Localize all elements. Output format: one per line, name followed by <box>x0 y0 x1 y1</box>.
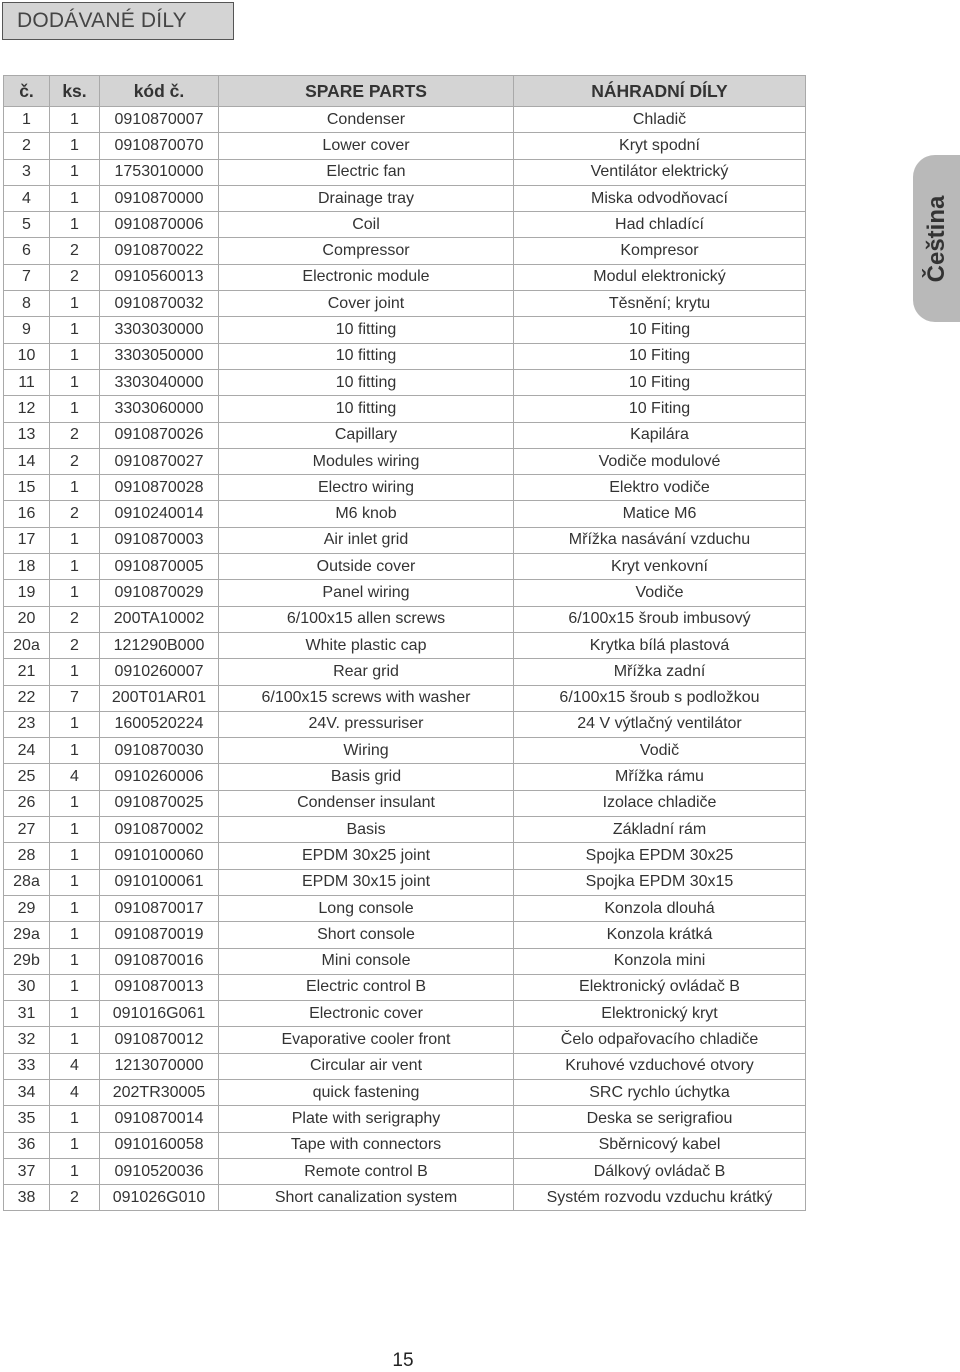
cell-number: 9 <box>4 317 50 343</box>
cell-code: 121290B000 <box>100 632 219 658</box>
cell-spare-part: Lower cover <box>219 133 514 159</box>
cell-spare-part: Long console <box>219 895 514 921</box>
cell-spare-part: Electric fan <box>219 159 514 185</box>
cell-nahradni-dil: Elektronický ovládač B <box>514 974 806 1000</box>
cell-code: 0910560013 <box>100 264 219 290</box>
cell-nahradni-dil: Vodiče <box>514 580 806 606</box>
cell-code: 0910100061 <box>100 869 219 895</box>
cell-quantity: 1 <box>50 396 100 422</box>
cell-nahradni-dil: 10 Fiting <box>514 343 806 369</box>
table-row <box>4 738 806 764</box>
cell-nahradni-dil: Elektro vodiče <box>514 475 806 501</box>
table-row <box>4 659 806 685</box>
cell-number: 23 <box>4 711 50 737</box>
cell-quantity: 1 <box>50 790 100 816</box>
cell-spare-part: Outside cover <box>219 554 514 580</box>
table-row <box>4 1158 806 1184</box>
cell-nahradni-dil: Konzola dlouhá <box>514 895 806 921</box>
cell-quantity: 1 <box>50 1001 100 1027</box>
cell-number: 1 <box>4 107 50 133</box>
cell-number: 18 <box>4 554 50 580</box>
cell-code: 3303040000 <box>100 369 219 395</box>
cell-code: 0910870029 <box>100 580 219 606</box>
cell-nahradni-dil: Had chladící <box>514 212 806 238</box>
cell-spare-part: M6 knob <box>219 501 514 527</box>
cell-quantity: 1 <box>50 895 100 921</box>
cell-nahradni-dil: Mřížka rámu <box>514 764 806 790</box>
table-row <box>4 343 806 369</box>
cell-nahradni-dil: Těsnění; krytu <box>514 291 806 317</box>
cell-spare-part: Tape with connectors <box>219 1132 514 1158</box>
cell-number: 26 <box>4 790 50 816</box>
table-row <box>4 685 806 711</box>
table-row <box>4 1001 806 1027</box>
table-row <box>4 817 806 843</box>
cell-number: 5 <box>4 212 50 238</box>
cell-quantity: 1 <box>50 291 100 317</box>
cell-number: 6 <box>4 238 50 264</box>
cell-spare-part: Panel wiring <box>219 580 514 606</box>
cell-code: 0910870028 <box>100 475 219 501</box>
cell-quantity: 2 <box>50 448 100 474</box>
cell-number: 34 <box>4 1079 50 1105</box>
cell-number: 28a <box>4 869 50 895</box>
cell-code: 0910240014 <box>100 501 219 527</box>
cell-spare-part: Evaporative cooler front <box>219 1027 514 1053</box>
cell-number: 12 <box>4 396 50 422</box>
cell-nahradni-dil: SRC rychlo úchytka <box>514 1079 806 1105</box>
cell-code: 0910870022 <box>100 238 219 264</box>
table-row <box>4 1053 806 1079</box>
cell-quantity: 1 <box>50 869 100 895</box>
cell-code: 3303060000 <box>100 396 219 422</box>
cell-quantity: 1 <box>50 475 100 501</box>
cell-quantity: 2 <box>50 606 100 632</box>
cell-nahradni-dil: Kapilára <box>514 422 806 448</box>
cell-nahradni-dil: 24 V výtlačný ventilátor <box>514 711 806 737</box>
cell-nahradni-dil: Modul elektronický <box>514 264 806 290</box>
cell-number: 29 <box>4 895 50 921</box>
table-row <box>4 1079 806 1105</box>
table-row <box>4 922 806 948</box>
cell-number: 17 <box>4 527 50 553</box>
cell-number: 10 <box>4 343 50 369</box>
cell-code: 0910870030 <box>100 738 219 764</box>
cell-spare-part: 10 fitting <box>219 396 514 422</box>
cell-number: 2 <box>4 133 50 159</box>
cell-spare-part: Electric control B <box>219 974 514 1000</box>
cell-code: 0910870026 <box>100 422 219 448</box>
cell-nahradni-dil: 10 Fiting <box>514 396 806 422</box>
cell-number: 16 <box>4 501 50 527</box>
header-code: kód č. <box>100 76 219 107</box>
table-row <box>4 790 806 816</box>
section-title: DODÁVANÉ DÍLY <box>2 2 234 40</box>
table-row <box>4 1106 806 1132</box>
cell-nahradni-dil: Spojka EPDM 30x25 <box>514 843 806 869</box>
cell-spare-part: 10 fitting <box>219 369 514 395</box>
cell-quantity: 2 <box>50 632 100 658</box>
table-row <box>4 159 806 185</box>
cell-code: 0910520036 <box>100 1158 219 1184</box>
cell-quantity: 2 <box>50 501 100 527</box>
cell-nahradni-dil: Kryt venkovní <box>514 554 806 580</box>
spare-parts-table <box>3 75 806 1211</box>
table-row <box>4 1132 806 1158</box>
cell-quantity: 2 <box>50 422 100 448</box>
table-row <box>4 291 806 317</box>
cell-number: 21 <box>4 659 50 685</box>
cell-code: 0910870013 <box>100 974 219 1000</box>
header-spare-parts: SPARE PARTS <box>219 76 514 107</box>
cell-spare-part: Circular air vent <box>219 1053 514 1079</box>
cell-quantity: 1 <box>50 554 100 580</box>
cell-nahradni-dil: Elektronický kryt <box>514 1001 806 1027</box>
cell-nahradni-dil: Vodič <box>514 738 806 764</box>
cell-spare-part: Short canalization system <box>219 1185 514 1211</box>
cell-spare-part: Short console <box>219 922 514 948</box>
cell-number: 29b <box>4 948 50 974</box>
table-row <box>4 711 806 737</box>
cell-number: 4 <box>4 185 50 211</box>
cell-quantity: 2 <box>50 1185 100 1211</box>
table-row <box>4 527 806 553</box>
cell-code: 0910870032 <box>100 291 219 317</box>
cell-code: 0910870012 <box>100 1027 219 1053</box>
table-row <box>4 974 806 1000</box>
table-row <box>4 369 806 395</box>
language-tab <box>913 155 960 322</box>
table-row <box>4 843 806 869</box>
cell-number: 3 <box>4 159 50 185</box>
cell-nahradni-dil: Základní rám <box>514 817 806 843</box>
cell-quantity: 1 <box>50 1027 100 1053</box>
table-row <box>4 107 806 133</box>
cell-code: 200T01AR01 <box>100 685 219 711</box>
cell-number: 27 <box>4 817 50 843</box>
table-row <box>4 475 806 501</box>
cell-number: 7 <box>4 264 50 290</box>
cell-nahradni-dil: 10 Fiting <box>514 317 806 343</box>
cell-spare-part: 10 fitting <box>219 343 514 369</box>
cell-spare-part: Air inlet grid <box>219 527 514 553</box>
cell-nahradni-dil: Miska odvodňovací <box>514 185 806 211</box>
cell-nahradni-dil: Konzola krátká <box>514 922 806 948</box>
table-row <box>4 948 806 974</box>
cell-nahradni-dil: Ventilátor elektrický <box>514 159 806 185</box>
cell-code: 0910870025 <box>100 790 219 816</box>
table-row <box>4 501 806 527</box>
cell-spare-part: Electronic module <box>219 264 514 290</box>
cell-spare-part: Modules wiring <box>219 448 514 474</box>
cell-number: 14 <box>4 448 50 474</box>
cell-spare-part: Wiring <box>219 738 514 764</box>
cell-nahradni-dil: Mřížka zadní <box>514 659 806 685</box>
cell-spare-part: Basis grid <box>219 764 514 790</box>
cell-nahradni-dil: Krytka bílá plastová <box>514 632 806 658</box>
cell-nahradni-dil: 6/100x15 šroub imbusový <box>514 606 806 632</box>
cell-spare-part: quick fastening <box>219 1079 514 1105</box>
cell-number: 35 <box>4 1106 50 1132</box>
cell-nahradni-dil: Chladič <box>514 107 806 133</box>
cell-code: 0910870014 <box>100 1106 219 1132</box>
cell-number: 24 <box>4 738 50 764</box>
cell-code: 0910870007 <box>100 107 219 133</box>
cell-nahradni-dil: 6/100x15 šroub s podložkou <box>514 685 806 711</box>
cell-spare-part: 24V. pressuriser <box>219 711 514 737</box>
cell-code: 0910870017 <box>100 895 219 921</box>
cell-nahradni-dil: 10 Fiting <box>514 369 806 395</box>
cell-nahradni-dil: Izolace chladiče <box>514 790 806 816</box>
cell-quantity: 1 <box>50 974 100 1000</box>
cell-code: 1213070000 <box>100 1053 219 1079</box>
cell-quantity: 4 <box>50 764 100 790</box>
cell-spare-part: Compressor <box>219 238 514 264</box>
cell-number: 15 <box>4 475 50 501</box>
table-row <box>4 869 806 895</box>
cell-quantity: 1 <box>50 185 100 211</box>
page-number: 15 <box>392 1350 414 1371</box>
table-row <box>4 895 806 921</box>
cell-spare-part: Capillary <box>219 422 514 448</box>
cell-spare-part: 6/100x15 screws with washer <box>219 685 514 711</box>
table-row <box>4 632 806 658</box>
cell-code: 0910870003 <box>100 527 219 553</box>
cell-number: 38 <box>4 1185 50 1211</box>
cell-spare-part: White plastic cap <box>219 632 514 658</box>
cell-code: 0910100060 <box>100 843 219 869</box>
header-quantity: ks. <box>50 76 100 107</box>
table-row <box>4 1027 806 1053</box>
cell-quantity: 1 <box>50 817 100 843</box>
cell-quantity: 4 <box>50 1079 100 1105</box>
table-row <box>4 606 806 632</box>
cell-spare-part: Condenser <box>219 107 514 133</box>
cell-code: 0910870019 <box>100 922 219 948</box>
cell-quantity: 1 <box>50 317 100 343</box>
cell-nahradni-dil: Mřížka nasávání vzduchu <box>514 527 806 553</box>
table-header-row <box>4 76 806 107</box>
cell-quantity: 2 <box>50 264 100 290</box>
cell-code: 0910870006 <box>100 212 219 238</box>
cell-quantity: 1 <box>50 133 100 159</box>
cell-nahradni-dil: Systém rozvodu vzduchu krátký <box>514 1185 806 1211</box>
table-row <box>4 580 806 606</box>
cell-quantity: 1 <box>50 580 100 606</box>
table-row <box>4 133 806 159</box>
table-row <box>4 212 806 238</box>
table-row <box>4 554 806 580</box>
table-body <box>4 107 806 1211</box>
cell-number: 13 <box>4 422 50 448</box>
cell-spare-part: Remote control B <box>219 1158 514 1184</box>
cell-number: 37 <box>4 1158 50 1184</box>
cell-quantity: 1 <box>50 1158 100 1184</box>
table-row <box>4 396 806 422</box>
cell-quantity: 1 <box>50 843 100 869</box>
cell-quantity: 1 <box>50 212 100 238</box>
cell-quantity: 1 <box>50 948 100 974</box>
cell-code: 091026G010 <box>100 1185 219 1211</box>
cell-quantity: 1 <box>50 343 100 369</box>
cell-code: 0910870016 <box>100 948 219 974</box>
cell-quantity: 1 <box>50 1132 100 1158</box>
cell-code: 3303050000 <box>100 343 219 369</box>
cell-number: 25 <box>4 764 50 790</box>
cell-nahradni-dil: Dálkový ovládač B <box>514 1158 806 1184</box>
cell-spare-part: EPDM 30x15 joint <box>219 869 514 895</box>
cell-number: 11 <box>4 369 50 395</box>
cell-quantity: 1 <box>50 659 100 685</box>
table-row <box>4 448 806 474</box>
cell-nahradni-dil: Čelo odpařovacího chladiče <box>514 1027 806 1053</box>
cell-number: 8 <box>4 291 50 317</box>
cell-quantity: 1 <box>50 711 100 737</box>
cell-quantity: 2 <box>50 238 100 264</box>
cell-code: 0910260007 <box>100 659 219 685</box>
cell-number: 22 <box>4 685 50 711</box>
cell-nahradni-dil: Konzola mini <box>514 948 806 974</box>
table-row <box>4 764 806 790</box>
cell-nahradni-dil: Sběrnicový kabel <box>514 1132 806 1158</box>
cell-quantity: 1 <box>50 107 100 133</box>
cell-number: 19 <box>4 580 50 606</box>
cell-code: 091016G061 <box>100 1001 219 1027</box>
cell-spare-part: Coil <box>219 212 514 238</box>
cell-code: 202TR30005 <box>100 1079 219 1105</box>
cell-nahradni-dil: Matice M6 <box>514 501 806 527</box>
cell-code: 200TA10002 <box>100 606 219 632</box>
cell-nahradni-dil: Kryt spodní <box>514 133 806 159</box>
cell-number: 20 <box>4 606 50 632</box>
cell-spare-part: Electronic cover <box>219 1001 514 1027</box>
table-row <box>4 1185 806 1211</box>
cell-nahradni-dil: Kruhové vzduchové otvory <box>514 1053 806 1079</box>
cell-number: 29a <box>4 922 50 948</box>
cell-code: 1753010000 <box>100 159 219 185</box>
table-row <box>4 264 806 290</box>
table-row <box>4 238 806 264</box>
cell-nahradni-dil: Vodiče modulové <box>514 448 806 474</box>
header-nahradni-dily: NÁHRADNÍ DÍLY <box>514 76 806 107</box>
cell-spare-part: Electro wiring <box>219 475 514 501</box>
cell-spare-part: Condenser insulant <box>219 790 514 816</box>
cell-quantity: 1 <box>50 738 100 764</box>
cell-spare-part: Drainage tray <box>219 185 514 211</box>
cell-code: 0910870005 <box>100 554 219 580</box>
cell-spare-part: Basis <box>219 817 514 843</box>
cell-code: 0910160058 <box>100 1132 219 1158</box>
cell-quantity: 4 <box>50 1053 100 1079</box>
header-number: č. <box>4 76 50 107</box>
cell-number: 36 <box>4 1132 50 1158</box>
table-row <box>4 185 806 211</box>
cell-spare-part: 10 fitting <box>219 317 514 343</box>
cell-quantity: 1 <box>50 369 100 395</box>
cell-spare-part: Rear grid <box>219 659 514 685</box>
cell-quantity: 1 <box>50 1106 100 1132</box>
cell-number: 20a <box>4 632 50 658</box>
cell-spare-part: Plate with serigraphy <box>219 1106 514 1132</box>
cell-code: 0910260006 <box>100 764 219 790</box>
cell-quantity: 1 <box>50 159 100 185</box>
cell-nahradni-dil: Deska se serigrafiou <box>514 1106 806 1132</box>
cell-number: 33 <box>4 1053 50 1079</box>
cell-quantity: 1 <box>50 527 100 553</box>
cell-code: 0910870002 <box>100 817 219 843</box>
cell-number: 32 <box>4 1027 50 1053</box>
cell-nahradni-dil: Spojka EPDM 30x15 <box>514 869 806 895</box>
cell-quantity: 7 <box>50 685 100 711</box>
cell-spare-part: Mini console <box>219 948 514 974</box>
cell-number: 28 <box>4 843 50 869</box>
cell-spare-part: 6/100x15 allen screws <box>219 606 514 632</box>
cell-code: 0910870027 <box>100 448 219 474</box>
language-tab-label: Čeština <box>922 195 950 282</box>
cell-code: 0910870070 <box>100 133 219 159</box>
cell-code: 3303030000 <box>100 317 219 343</box>
cell-code: 0910870000 <box>100 185 219 211</box>
cell-number: 31 <box>4 1001 50 1027</box>
cell-spare-part: EPDM 30x25 joint <box>219 843 514 869</box>
cell-spare-part: Cover joint <box>219 291 514 317</box>
table-row <box>4 317 806 343</box>
cell-quantity: 1 <box>50 922 100 948</box>
cell-nahradni-dil: Kompresor <box>514 238 806 264</box>
table-row <box>4 422 806 448</box>
cell-code: 1600520224 <box>100 711 219 737</box>
cell-number: 30 <box>4 974 50 1000</box>
